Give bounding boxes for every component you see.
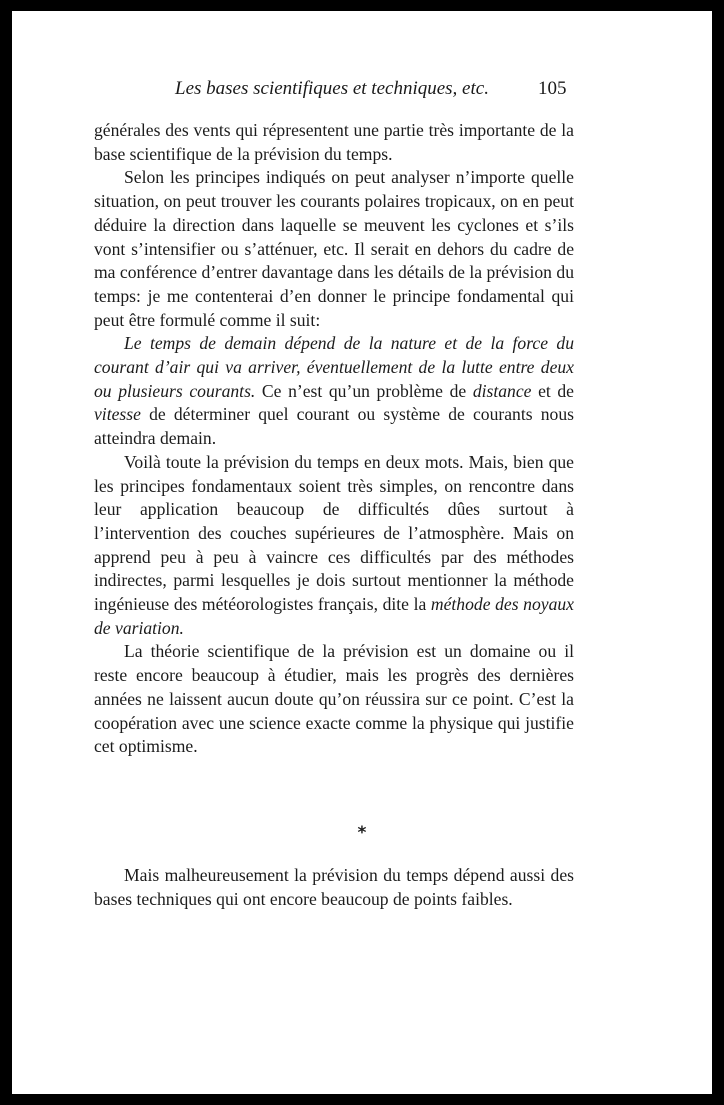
paragraph-1: générales des vents qui répresentent une partie très importante de la base scientifique de la prévision du temps. [94, 120, 574, 164]
paragraph-3-text-1: Ce n’est qu’un problème de [255, 380, 473, 401]
page-number: 105 [538, 78, 567, 99]
paragraph-6: Mais malheureusement la prévision du temps dépend aussi des bases techniques qui ont encore beaucoup de points faibles. [94, 865, 574, 909]
body-text [94, 119, 574, 759]
paragraph-3-italic-principle: Le temps de demain dépend de la nature et de la force du courant d’air qui va arriver, éventuellement de la lutte entre deux ou plusieurs courants. [94, 333, 574, 401]
paragraph-2: Selon les principes indiqués on peut analyser n’importe quelle situation, on peut trouver les courants polaires tropicaux, on en peut déduire la direction dans laquelle se meuvent les cyclones et s’ils vont s’intensifier ou s’atténuer, etc. Il serait en dehors du cadre de ma conférence d’entrer davantage dans les détails de la prévision du temps: je me contenterai d’en donner le principe fondamental qui peut être formulé comme il suit: [94, 167, 574, 330]
book-page [12, 11, 712, 1094]
paragraph-3-text-3: de déterminer quel courant ou système de courants nous atteindra demain. [94, 404, 574, 449]
running-title: Les bases scientifiques et techniques, etc. [175, 78, 489, 99]
paragraph-4 [94, 451, 574, 641]
body-text-continued [94, 864, 574, 911]
page-header [12, 78, 712, 108]
paragraph-3-italic-distance: distance [472, 380, 532, 401]
paragraph-4-italic-method: méthode des noyaux de variation. [94, 594, 574, 638]
paragraph-3 [94, 332, 574, 451]
paragraph-5: La théorie scientifique de la prévision est un domaine ou il reste encore beaucoup à étudier, mais les progrès des dernières années ne laissent aucun doute qu’on réussira sur ce point. C’est la coopération avec une science exacte comme la physique qui justifie cet optimisme. [94, 641, 574, 757]
section-separator: * [357, 823, 367, 843]
paragraph-4-text-1: Voilà toute la prévision du temps en deux mots. Mais, bien que les principes fondamentaux soient très simples, on rencontre dans leur application beaucoup de difficultés dûes surtout à l’intervention des couches supérieures de l’atmosphère. Mais on apprend peu à peu à vaincre ces difficultés par des méthodes indirectes, parmi lesquelles je dois surtout mentionner la méthode ingénieuse des météorologistes français, dite la [94, 451, 574, 615]
paragraph-3-italic-vitesse: vitesse [94, 404, 141, 425]
paragraph-3-text-2: et de [531, 380, 574, 401]
